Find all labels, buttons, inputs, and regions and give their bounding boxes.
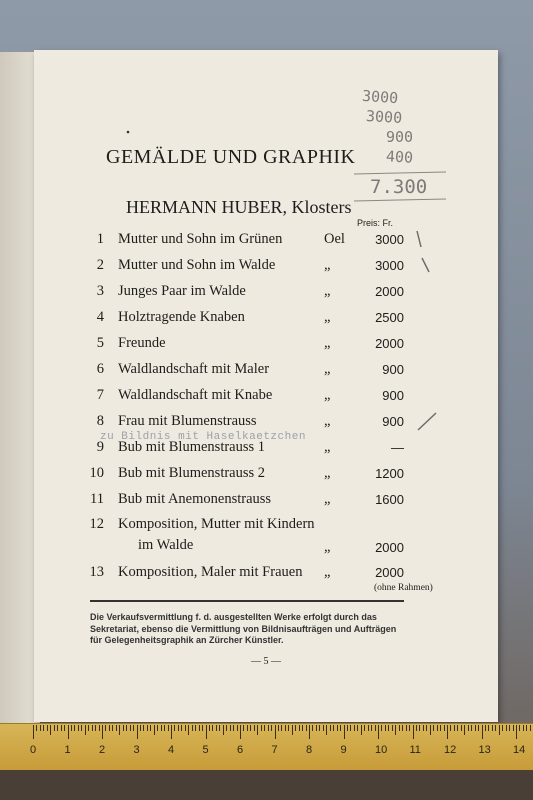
- ruler-tick: [371, 725, 372, 731]
- pencil-note-3: 900: [386, 128, 414, 146]
- ruler-tick: [88, 725, 89, 731]
- ruler-tick: [64, 725, 65, 731]
- ruler-tick: [447, 725, 448, 739]
- ruler-tick: [292, 725, 293, 735]
- ruler-tick: [185, 725, 186, 731]
- ruler-tick: [302, 725, 303, 731]
- work-title: Waldlandschaft mit Maler: [118, 361, 270, 377]
- work-12-continuation: im Walde: [138, 537, 194, 553]
- work-number: 7: [96, 387, 104, 403]
- ruler-tick: [268, 725, 269, 731]
- price-column-header: Preis: Fr.: [357, 218, 394, 228]
- ruler-tick: [281, 725, 282, 731]
- work-title: Mutter und Sohn im Grünen: [118, 231, 283, 247]
- ruler-tick: [295, 725, 296, 731]
- work-price: 3000: [375, 232, 404, 247]
- ruler-tick: [340, 725, 341, 731]
- ruler-tick: [240, 725, 241, 739]
- ruler-tick: [306, 725, 307, 731]
- ruler-tick: [319, 725, 320, 731]
- ruler-tick: [71, 725, 72, 731]
- ruler-tick: [368, 725, 369, 731]
- ruler-tick: [495, 725, 496, 731]
- ruler-tick: [399, 725, 400, 731]
- pencil-underline: [354, 199, 446, 201]
- ruler-tick: [99, 725, 100, 731]
- work-price: 3000: [375, 258, 404, 273]
- ruler-tick: [105, 725, 106, 731]
- work-price: 2000: [375, 284, 404, 299]
- ruler-tick: [112, 725, 113, 731]
- ruler-tick: [523, 725, 524, 731]
- ruler-label: 6: [237, 744, 244, 756]
- work-number: 12: [89, 516, 104, 532]
- ruler-tick: [457, 725, 458, 731]
- ruler-tick: [137, 725, 138, 739]
- ruler-tick: [178, 725, 179, 731]
- ruler-label: 1: [64, 744, 71, 756]
- ruler-tick: [206, 725, 207, 739]
- ruler-tick: [482, 725, 483, 739]
- ruler-label: 2: [99, 744, 106, 756]
- work-title: Frau mit Blumenstrauss: [118, 413, 257, 429]
- catalog-page: [34, 50, 498, 722]
- ruler-tick: [33, 725, 34, 739]
- page-title: GEMÄLDE UND GRAPHIK: [106, 146, 356, 168]
- work-medium: „: [324, 413, 331, 429]
- ruler-tick: [344, 725, 345, 739]
- ruler-tick: [202, 725, 203, 731]
- ruler-tick: [309, 725, 310, 739]
- ruler-tick: [423, 725, 424, 731]
- pencil-note-2: 3000: [365, 107, 403, 127]
- ruler-tick: [440, 725, 441, 731]
- ruler-tick: [57, 725, 58, 731]
- ruler-tick: [219, 725, 220, 731]
- work-12-price: 2000: [375, 540, 404, 555]
- ruler-tick: [437, 725, 438, 731]
- ruler-tick: [388, 725, 389, 731]
- ruler-label: 8: [306, 744, 313, 756]
- ruler-tick: [475, 725, 476, 731]
- ruler-tick: [261, 725, 262, 731]
- ruler-tick: [212, 725, 213, 731]
- ruler-tick: [140, 725, 141, 731]
- ruler-tick: [237, 725, 238, 731]
- work-12-medium: „: [324, 539, 331, 555]
- ruler-tick: [168, 725, 169, 731]
- ruler-tick: [92, 725, 93, 731]
- ruler-tick: [392, 725, 393, 731]
- ruler-tick: [109, 725, 110, 731]
- ruler-tick: [47, 725, 48, 731]
- footer-note: Die Verkaufsvermittlung f. d. ausgestellten Werke erfolgt durch das Sekretariat, ebenso die Vermittlung von Bildnisaufträgen und Aufträgen für Gelegenheitsgraphik an Zürcher Künstler.: [90, 612, 397, 645]
- ruler-tick: [164, 725, 165, 731]
- work-title: Freunde: [118, 335, 166, 351]
- work-title: Waldlandschaft mit Knabe: [118, 387, 273, 403]
- ruler-tick: [502, 725, 503, 731]
- ruler-tick: [133, 725, 134, 731]
- ruler-tick: [171, 725, 172, 739]
- ruler-tick: [130, 725, 131, 731]
- pencil-note-4: 400: [385, 147, 414, 167]
- work-number: 3: [96, 283, 104, 299]
- work-price: 900: [382, 362, 404, 377]
- ruler-tick: [312, 725, 313, 731]
- work-medium: „: [324, 439, 331, 455]
- ruler-tick: [430, 725, 431, 735]
- ruler-tick: [385, 725, 386, 731]
- ruler-tick: [188, 725, 189, 735]
- ruler-tick: [488, 725, 489, 731]
- ruler-tick: [464, 725, 465, 735]
- ruler-tick: [102, 725, 103, 739]
- work-price: 2000: [375, 565, 404, 580]
- ruler-tick: [257, 725, 258, 735]
- work-price: 900: [382, 414, 404, 429]
- work-price: 1600: [375, 492, 404, 507]
- ruler-tick: [409, 725, 410, 731]
- work-number: 4: [96, 309, 104, 325]
- ruler-tick: [216, 725, 217, 731]
- ruler-tick: [68, 725, 69, 739]
- ruler-tick: [478, 725, 479, 731]
- ruler-tick: [357, 725, 358, 731]
- ruler-tick: [433, 725, 434, 731]
- ruler-tick: [516, 725, 517, 739]
- work-medium: „: [324, 361, 331, 377]
- tick-mark-2: [422, 258, 429, 272]
- ruler-tick: [247, 725, 248, 731]
- ruler-label: 5: [202, 744, 209, 756]
- work-price: 1200: [375, 466, 404, 481]
- ruler-label: 9: [340, 744, 347, 756]
- ruler-tick: [174, 725, 175, 731]
- ruler-tick: [157, 725, 158, 731]
- ruler-tick: [316, 725, 317, 731]
- ruler-tick: [361, 725, 362, 735]
- ruler-tick: [275, 725, 276, 739]
- ruler-tick: [402, 725, 403, 731]
- work-number: 2: [96, 257, 104, 273]
- work-13-note: (ohne Rahmen): [374, 583, 433, 593]
- work-number: 6: [96, 361, 104, 377]
- work-medium: „: [324, 257, 331, 273]
- work-number: 11: [90, 491, 104, 507]
- ink-dot: [127, 131, 130, 134]
- work-medium: „: [324, 309, 331, 325]
- ruler-tick: [395, 725, 396, 735]
- work-title: Bub mit Blumenstrauss 2: [118, 465, 266, 481]
- ruler-tick: [285, 725, 286, 731]
- desk-surface: [0, 770, 533, 800]
- work-title: Holztragende Knaben: [118, 309, 245, 325]
- ruler-tick: [413, 725, 414, 739]
- work-title: Bub mit Anemonenstrauss: [118, 491, 272, 507]
- ruler-tick: [530, 725, 531, 731]
- pencil-sum-line: [354, 172, 446, 174]
- work-title: Mutter und Sohn im Walde: [118, 257, 276, 273]
- work-medium: „: [324, 465, 331, 481]
- ruler-tick: [36, 725, 37, 731]
- work-price: —: [391, 440, 404, 455]
- page-number: — 5 —: [251, 656, 281, 667]
- ruler-label: 14: [513, 744, 526, 756]
- ruler-tick: [278, 725, 279, 731]
- ruler-tick: [333, 725, 334, 731]
- ruler-tick: [471, 725, 472, 731]
- ruler-label: 13: [478, 744, 491, 756]
- ruler-tick: [364, 725, 365, 731]
- ruler-tick: [526, 725, 527, 731]
- work-medium: Oel: [324, 231, 345, 247]
- work-title: Bub mit Blumenstrauss 1: [118, 439, 266, 455]
- work-number: 5: [96, 335, 104, 351]
- pencil-total: 7.300: [370, 176, 428, 198]
- ruler-tick: [499, 725, 500, 735]
- ruler-tick: [78, 725, 79, 731]
- ruler-tick: [509, 725, 510, 731]
- ruler-tick: [43, 725, 44, 731]
- ruler-tick: [223, 725, 224, 735]
- ruler-tick: [123, 725, 124, 731]
- measuring-ruler: [0, 723, 533, 771]
- ruler-tick: [323, 725, 324, 731]
- ruler-tick: [326, 725, 327, 735]
- ruler-tick: [271, 725, 272, 731]
- work-number: 10: [89, 465, 104, 481]
- ruler-tick: [354, 725, 355, 731]
- ruler-tick: [506, 725, 507, 731]
- ruler-tick: [126, 725, 127, 731]
- ruler-tick: [350, 725, 351, 731]
- ruler-tick: [468, 725, 469, 731]
- ruler-tick: [147, 725, 148, 731]
- tick-mark-1: [417, 231, 421, 247]
- pencil-marks: [34, 50, 498, 722]
- ruler-tick: [230, 725, 231, 731]
- work-title: Junges Paar im Walde: [118, 283, 246, 299]
- ruler-tick: [519, 725, 520, 731]
- ruler-tick: [330, 725, 331, 731]
- ruler-tick: [375, 725, 376, 731]
- ruler-tick: [378, 725, 379, 739]
- ruler-tick: [450, 725, 451, 731]
- ruler-tick: [381, 725, 382, 731]
- work-medium: „: [324, 387, 331, 403]
- ruler-tick: [161, 725, 162, 731]
- ruler-tick: [492, 725, 493, 731]
- work-medium: „: [324, 335, 331, 351]
- ruler-tick: [195, 725, 196, 731]
- tick-mark-8: [418, 413, 436, 430]
- ruler-tick: [250, 725, 251, 731]
- ruler-tick: [150, 725, 151, 731]
- ruler-tick: [154, 725, 155, 735]
- work-medium: „: [324, 564, 331, 580]
- ruler-label: 12: [444, 744, 457, 756]
- artist-heading: HERMANN HUBER, Klosters: [126, 197, 352, 217]
- ruler-tick: [419, 725, 420, 731]
- ruler-tick: [116, 725, 117, 731]
- ruler-tick: [444, 725, 445, 731]
- work-title: Komposition, Mutter mit Kindern: [118, 516, 315, 532]
- work-number: 1: [96, 231, 104, 247]
- ruler-tick: [85, 725, 86, 735]
- ruler-tick: [74, 725, 75, 731]
- ruler-tick: [50, 725, 51, 735]
- ruler-tick: [461, 725, 462, 731]
- ruler-tick: [61, 725, 62, 731]
- ruler-tick: [485, 725, 486, 731]
- work-number: 8: [96, 413, 104, 429]
- ruler-tick: [119, 725, 120, 735]
- typed-stamp: zu Bildnis mit Haselkaetzchen: [100, 431, 306, 443]
- ruler-tick: [513, 725, 514, 731]
- work-price: 2000: [375, 336, 404, 351]
- ruler-tick: [299, 725, 300, 731]
- ruler-tick: [181, 725, 182, 731]
- ruler-tick: [288, 725, 289, 731]
- ruler-tick: [199, 725, 200, 731]
- ruler-tick: [95, 725, 96, 731]
- ruler-tick: [40, 725, 41, 731]
- ruler-tick: [226, 725, 227, 731]
- ruler-label: 7: [271, 744, 278, 756]
- work-number: 13: [89, 564, 104, 580]
- ruler-tick: [192, 725, 193, 731]
- pencil-note-1: 3000: [361, 86, 399, 108]
- ruler-label: 11: [409, 744, 421, 756]
- work-price: 2500: [375, 310, 404, 325]
- work-medium: „: [324, 491, 331, 507]
- work-number: 9: [96, 439, 104, 455]
- work-medium: „: [324, 283, 331, 299]
- ruler-tick: [254, 725, 255, 731]
- ruler-label: 0: [30, 744, 37, 756]
- ruler-label: 3: [133, 744, 140, 756]
- ruler-tick: [264, 725, 265, 731]
- ruler-tick: [416, 725, 417, 731]
- ruler-tick: [209, 725, 210, 731]
- ruler-tick: [81, 725, 82, 731]
- ruler-tick: [143, 725, 144, 731]
- ruler-tick: [337, 725, 338, 731]
- ruler-tick: [454, 725, 455, 731]
- ruler-tick: [347, 725, 348, 731]
- ruler-tick: [243, 725, 244, 731]
- ruler-tick: [233, 725, 234, 731]
- ruler-label: 4: [168, 744, 175, 756]
- work-price: 900: [382, 388, 404, 403]
- work-title: Komposition, Maler mit Frauen: [118, 564, 303, 580]
- ruler-tick: [54, 725, 55, 731]
- ruler-tick: [426, 725, 427, 731]
- ruler-label: 10: [375, 744, 388, 756]
- ruler-tick: [406, 725, 407, 731]
